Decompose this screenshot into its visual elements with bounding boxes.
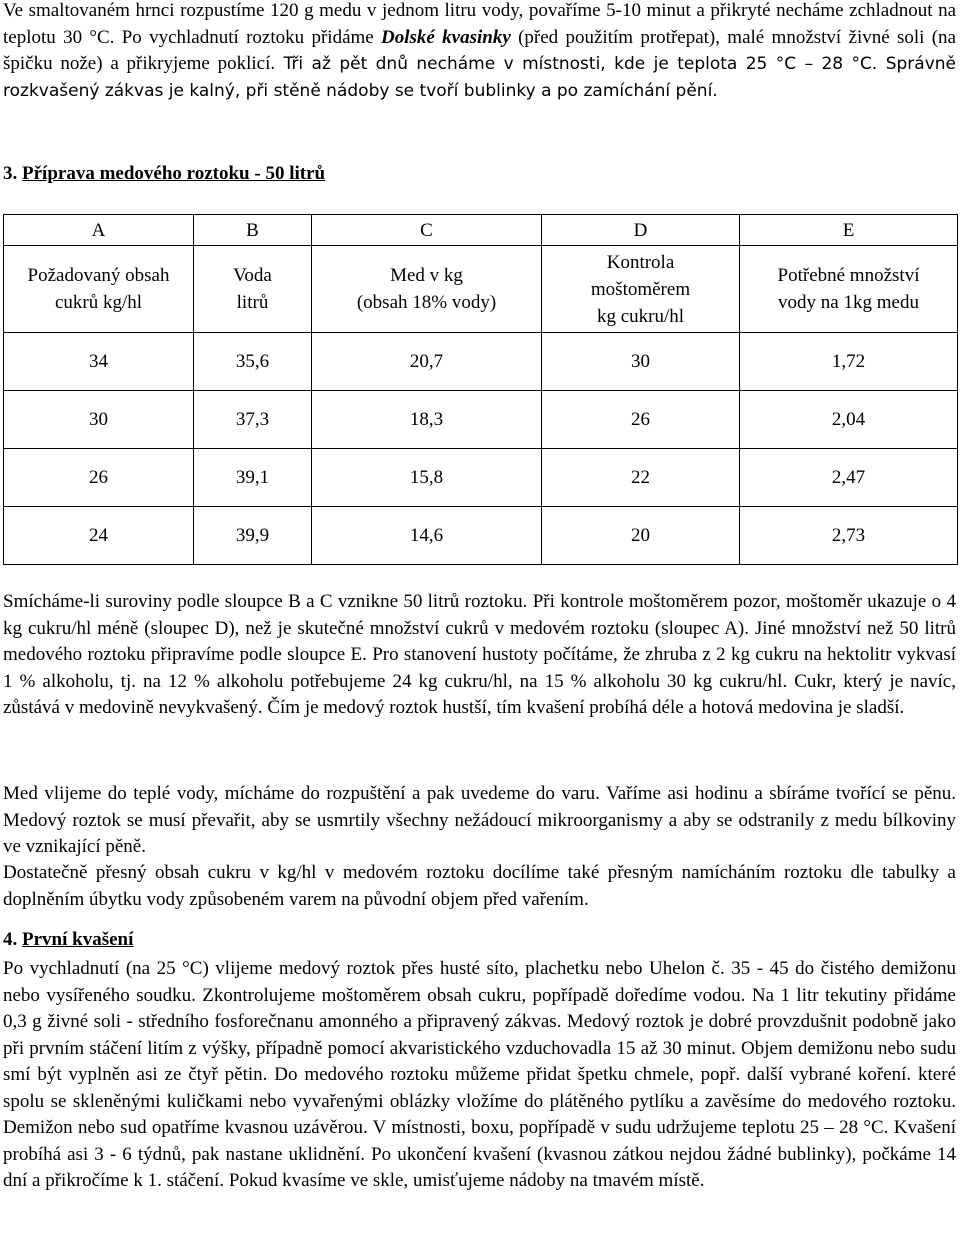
table-row [4, 449, 958, 507]
table-cell: 2,73 [740, 507, 958, 565]
table-cell: 26 [542, 391, 740, 449]
header-honey: Med v kg (obsah 18% vody) [312, 246, 542, 333]
table-cell: 2,47 [740, 449, 958, 507]
column-letter: E [740, 215, 958, 246]
paragraph-boiling: Med vlijeme do teplé vody, mícháme do rozpuštění a pak uvedeme do varu. Vaříme asi hodinu a sbíráme tvořící se pěnu. Medový roztok se musí převařit, aby se usmrtily všechny nežádoucí mikroorganismy a aby se odstranily z medu bílkoviny ve vznikající pěně. [3, 783, 956, 857]
table-cell: 39,9 [194, 507, 312, 565]
table-cell: 35,6 [194, 333, 312, 391]
header-water: Voda litrů [194, 246, 312, 333]
table-cell: 39,1 [194, 449, 312, 507]
table-cell: 24 [4, 507, 194, 565]
table-row [4, 333, 958, 391]
table-cell: 15,8 [312, 449, 542, 507]
table-cell: 30 [4, 391, 194, 449]
intro-text-sans: Tři až pět dnů necháme v místnosti, kde je teplota 25 °C – 28 °C. Správně rozkvašený zákvas je kalný, při stěně nádoby se tvoří bublinky a po zamíchání pění. [3, 54, 956, 101]
section-3-heading [3, 163, 325, 185]
table-cell: 30 [542, 333, 740, 391]
column-letters-row [4, 215, 958, 246]
header-water-per-kg: Potřebné množství vody na 1kg medu [740, 246, 958, 333]
table-cell: 14,6 [312, 507, 542, 565]
section-4-number: 4. [3, 929, 22, 950]
table-cell: 37,3 [194, 391, 312, 449]
table-cell: 2,04 [740, 391, 958, 449]
header-sugar-content: Požadovaný obsah cukrů kg/hl [4, 246, 194, 333]
column-letter: A [4, 215, 194, 246]
section-4-heading [3, 929, 133, 951]
section-4-title: První kvašení [22, 929, 134, 950]
table-row [4, 507, 958, 565]
intro-paragraph [3, 0, 956, 104]
yeast-name: Dolské kvasinky [381, 26, 511, 48]
table-cell: 1,72 [740, 333, 958, 391]
column-header-row [4, 246, 958, 333]
column-letter: B [194, 215, 312, 246]
column-letter: C [312, 215, 542, 246]
table-cell: 26 [4, 449, 194, 507]
header-hydrometer: Kontrola moštoměrem kg cukru/hl [542, 246, 740, 333]
table-cell: 20,7 [312, 333, 542, 391]
paragraph-first-fermentation: Po vychladnutí (na 25 °C) vlijeme medový roztok přes husté síto, plachetku nebo Uhelon č. 35 - 45 do čistého demižonu nebo vysířeného soudku. Zkontrolujeme moštoměrem obsah cukru, popřípadě doředíme vodou. Na 1 litr tekutiny přidáme 0,3 g živné soli - středního fosforečnanu amonného a připravený zákvas. Medový roztok je dobré provzdušnit podobně jako při prvním stáčení litím z výšky, případně pomocí akvaristického vzduchovadla 15 až 30 minut. Objem demižonu nebo sudu smí být vyplněn asi ze čtyř pětin. Do medového roztoku můžeme přidat špetku chmele, popř. další vybrané koření. které spolu se skleněnými kuličkami nebo vyvařenými oblázky vložíme do plátěného pytlíku a zavěsíme do medového roztoku. Demižon nebo sud opatříme kvasnou uzávěrou. V místnosti, boxu, popřípadě v sudu udržujeme teplotu 25 – 28 °C. Kvašení probíhá asi 3 - 6 týdnů, pak nastane uklidnění. Po ukončení kvašení (kvasnou zátkou nejdou žádné bublinky), počkáme 14 dní a přikročíme k 1. stáčení. Pokud kvasíme ve skle, umisťujeme nádoby na tmavém místě. [3, 958, 956, 1191]
section-3-title: Příprava medového roztoku - 50 litrů [22, 163, 326, 184]
section-3-number: 3. [3, 163, 22, 184]
intro-text-continued: (před použitím protřepat), malé množství živné soli (na špičku nože) a přikryjeme poklicí. [3, 26, 956, 74]
paragraph-sugar-content: Dostatečně přesný obsah cukru v kg/hl v medovém roztoku docílíme také přesným namícháním roztoku dle tabulky a doplněním úbytku vody způsobeném varem na původní objem před vařením. [3, 862, 956, 910]
table-cell: 22 [542, 449, 740, 507]
table-row [4, 391, 958, 449]
intro-text: Ve smaltovaném hrnci rozpustíme 120 g medu v jednom litru vody, povaříme 5-10 minut a přikryté necháme zchladnout na teplotu 30 °C. Po vychladnutí roztoku přidáme [3, 0, 956, 48]
table-cell: 34 [4, 333, 194, 391]
column-letter: D [542, 215, 740, 246]
honey-solution-table [3, 214, 958, 565]
paragraph-mixing: Smícháme-li suroviny podle sloupce B a C vznikne 50 litrů roztoku. Při kontrole moštoměrem pozor, moštoměr ukazuje o 4 kg cukru/hl méně (sloupec D), než je skutečné množství cukrů v medovém roztoku (sloupec A). Jiné množství než 50 litrů medového roztoku připravíme podle sloupce E. Pro stanovení hustoty počítáme, že zhruba z 2 kg cukru na hektolitr vykvasí 1 % alkoholu, tj. na 12 % alkoholu potřebujeme 24 kg cukru/hl, na 15 % alkoholu 30 kg cukru/hl. Cukr, který je navíc, zůstává v medovině nevykvašený. Čím je medový roztok hustší, tím kvašení probíhá déle a hotová medovina je sladší. [3, 591, 956, 718]
table-cell: 20 [542, 507, 740, 565]
table-cell: 18,3 [312, 391, 542, 449]
